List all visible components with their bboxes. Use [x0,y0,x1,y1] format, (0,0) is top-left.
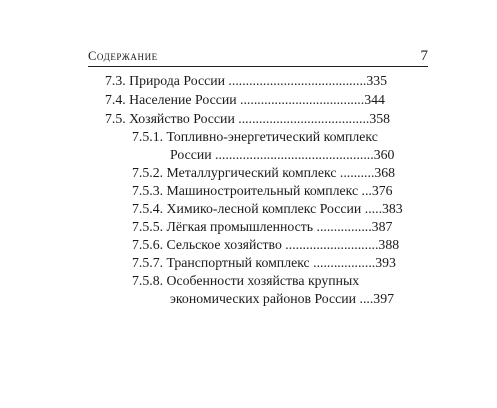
toc-entry-7-4: 7.4. Население России ....................................344 [105,92,385,107]
toc-entry-7-5-2: 7.5.2. Металлургический комплекс ..........368 [132,165,396,180]
toc-entry-7-5-5: 7.5.5. Лёгкая промышленность ................387 [132,219,393,234]
toc-entry-7-5-3: 7.5.3. Машиностроительный комплекс ...376 [132,183,393,198]
toc-entry-7-5-7: 7.5.7. Транспортный комплекс ..................393 [132,255,396,270]
toc-entry-7-5-6: 7.5.6. Сельское хозяйство ...........................388 [132,237,400,252]
toc-entry-7-3: 7.3. Природа России ........................................335 [105,73,388,88]
toc-entry-7-5-1-cont: России ..............................................360 [170,147,395,162]
toc-entry-7-5-4: 7.5.4. Химико-лесной комплекс России .....383 [132,201,403,216]
toc-entry-7-5-8: 7.5.8. Особенности хозяйства крупных [132,273,360,288]
header-section-title: Содержание [88,49,158,63]
header-page-number: 7 [420,48,428,64]
running-header [88,46,428,67]
toc-entry-7-5-8-cont: экономических районов России ....397 [170,291,394,306]
toc-entry-7-5-1: 7.5.1. Топливно-энергетический комплекс [132,129,378,144]
toc-entry-7-5: 7.5. Хозяйство России ......................................358 [105,111,391,126]
